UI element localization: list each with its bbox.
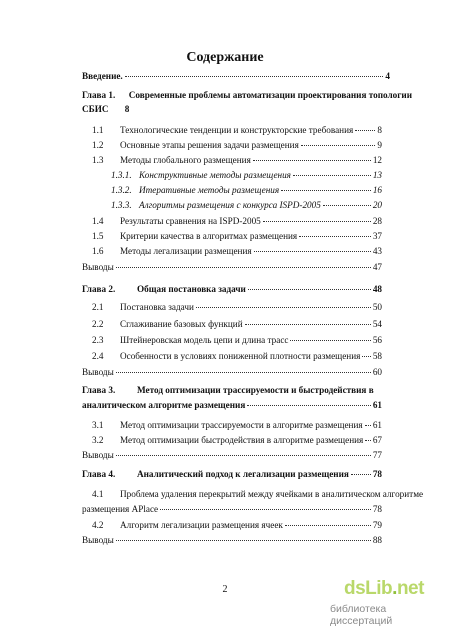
toc-entry-page: 56 — [372, 335, 382, 345]
watermark-logo-dot: . — [392, 578, 397, 599]
toc-entry-number: 2.1 — [92, 302, 104, 312]
toc-entry-page: 8 — [124, 104, 130, 114]
toc-entry-1-3-3[interactable] — [111, 199, 382, 211]
toc-entry-text: Результаты сравнения на ISPD-2005 — [120, 216, 261, 226]
toc-entry-page: 16 — [372, 185, 382, 195]
toc-entry-text: Проблема удаления перекрытий между ячейками в аналитическом алгоритме — [120, 489, 424, 499]
watermark — [330, 578, 450, 627]
toc-entry-text: Методы легализации размещения — [120, 246, 252, 256]
toc-entry-1-3-2[interactable] — [111, 184, 382, 196]
toc-entry-1-6[interactable] — [92, 245, 382, 257]
toc-entry-text: Конструктивные методы размещения — [139, 170, 291, 180]
toc-entry-chapter-4[interactable] — [82, 468, 382, 480]
toc-entry-text: Выводы — [82, 262, 114, 272]
toc-entry-chapter-2[interactable] — [82, 283, 382, 295]
toc-entry-number: 3.2 — [92, 435, 104, 445]
toc-entry-4-1-cont — [82, 503, 382, 515]
watermark-logo-main: dsLib — [344, 578, 393, 599]
leader-dots — [365, 417, 371, 426]
toc-entry-ch4-conclusions[interactable] — [82, 534, 382, 546]
toc-entry-page: 4 — [385, 71, 390, 81]
toc-title: Содержание — [186, 50, 264, 65]
toc-entry-number: Глава 1. — [82, 90, 116, 100]
toc-entry-number: 1.1 — [92, 125, 104, 135]
toc-entry-text: Методы глобального размещения — [120, 155, 251, 165]
toc-entry-text: Выводы — [82, 535, 114, 545]
toc-entry-number: 1.3.1. — [111, 170, 132, 180]
toc-entry-page: 43 — [372, 246, 382, 256]
toc-entry-3-1[interactable] — [92, 419, 382, 431]
toc-entry-page: 61 — [372, 420, 382, 430]
toc-entry-chapter-3-cont — [82, 399, 382, 411]
toc-entry-ch1-conclusions[interactable] — [82, 261, 382, 273]
toc-entry-text: Метод оптимизации быстродействия в алгоритме размещения — [120, 435, 364, 445]
toc-entry-number: 1.6 — [92, 246, 104, 256]
toc-entry-page: 78 — [372, 469, 382, 479]
toc-entry-page: 54 — [372, 319, 382, 329]
leader-dots — [116, 447, 371, 456]
leader-dots — [160, 501, 371, 510]
leader-dots — [196, 299, 371, 308]
toc-entry-number: 1.3.2. — [111, 185, 132, 195]
toc-entry-1-5[interactable] — [92, 230, 382, 242]
toc-entry-text: Метод оптимизации трассируемости в алгоритме размещения — [120, 420, 363, 430]
toc-entry-1-2[interactable] — [92, 139, 382, 151]
toc-entry-4-1[interactable] — [92, 489, 432, 500]
toc-entry-number: 2.2 — [92, 319, 104, 329]
toc-entry-number: 2.3 — [92, 335, 104, 345]
leader-dots — [285, 517, 371, 526]
toc-entry-number: 1.4 — [92, 216, 104, 226]
toc-entry-page: 8 — [377, 125, 382, 135]
leader-dots — [293, 167, 371, 176]
toc-entry-text: Выводы — [82, 367, 114, 377]
toc-entry-text: Метод оптимизации трассируемости и быстродействия в — [137, 385, 374, 395]
toc-entry-text: Алгоритмы размещения с конкурса ISPD-2005 — [139, 200, 321, 210]
toc-entry-text: СБИС — [82, 104, 109, 114]
toc-entry-page: 47 — [372, 262, 382, 272]
toc-entry-chapter-1-cont — [82, 104, 129, 115]
toc-entry-page: 13 — [372, 170, 382, 180]
toc-entry-page: 37 — [372, 231, 382, 241]
leader-dots — [365, 432, 371, 441]
leader-dots — [116, 364, 371, 373]
toc-entry-number: 4.1 — [92, 489, 104, 499]
toc-entry-text: Основные этапы решения задачи размещения — [120, 140, 299, 150]
toc-entry-page: 20 — [372, 200, 382, 210]
toc-entry-1-1[interactable] — [92, 124, 382, 136]
toc-entry-text: Выводы — [82, 450, 114, 460]
leader-dots — [301, 137, 376, 146]
toc-entry-2-3[interactable] — [92, 334, 382, 346]
toc-entry-page: 48 — [372, 284, 382, 294]
toc-entry-page: 50 — [372, 302, 382, 312]
toc-entry-1-3[interactable] — [92, 154, 382, 166]
toc-entry-intro[interactable] — [82, 70, 390, 82]
leader-dots — [247, 397, 370, 406]
toc-entry-ch3-conclusions[interactable] — [82, 449, 382, 461]
page-number: 2 — [222, 584, 228, 595]
toc-entry-page: 79 — [372, 520, 382, 530]
leader-dots — [253, 152, 371, 161]
leader-dots — [125, 68, 384, 77]
toc-entry-text: Штейнеровская модель цепи и длина трасс — [120, 335, 289, 345]
toc-entry-text: Технологические тенденции и конструкторские требования — [120, 125, 354, 135]
toc-entry-number: 1.2 — [92, 140, 104, 150]
toc-entry-2-1[interactable] — [92, 301, 382, 313]
toc-entry-page: 9 — [377, 140, 382, 150]
toc-entry-text: аналитическом алгоритме размещения — [82, 400, 246, 410]
leader-dots — [248, 281, 371, 290]
toc-entry-1-4[interactable] — [92, 215, 382, 227]
toc-entry-3-2[interactable] — [92, 434, 382, 446]
toc-entry-text: Постановка задачи — [120, 302, 194, 312]
toc-entry-number: 1.5 — [92, 231, 104, 241]
watermark-logo — [344, 578, 424, 600]
toc-entry-text: Особенности в условиях пониженной плотности размещения — [120, 351, 361, 361]
toc-entry-page: 88 — [372, 535, 382, 545]
toc-entry-number: 3.1 — [92, 420, 104, 430]
leader-dots — [355, 122, 375, 131]
toc-entry-text: Критерии качества в алгоритмах размещения — [120, 231, 298, 241]
leader-dots — [351, 466, 371, 475]
leader-dots — [290, 332, 370, 341]
toc-entry-4-2[interactable] — [92, 519, 382, 531]
toc-entry-text: Введение. — [82, 71, 123, 81]
toc-entry-chapter-3[interactable] — [82, 385, 402, 396]
toc-entry-number: Глава 2. — [82, 284, 116, 294]
toc-entry-number: 4.2 — [92, 520, 104, 530]
toc-entry-page: 12 — [372, 155, 382, 165]
toc-entry-text: Сглаживание базовых функций — [120, 319, 243, 329]
leader-dots — [281, 182, 371, 191]
toc-entry-page: 77 — [372, 450, 382, 460]
toc-entry-text: Общая постановка задачи — [137, 284, 246, 294]
toc-entry-1-3-1[interactable] — [111, 169, 382, 181]
toc-entry-number: 1.3.3. — [111, 200, 132, 210]
toc-entry-number: 1.3 — [92, 155, 104, 165]
leader-dots — [299, 228, 371, 237]
toc-entry-page: 60 — [372, 367, 382, 377]
toc-entry-number: 2.4 — [92, 351, 104, 361]
leader-dots — [323, 197, 371, 206]
leader-dots — [116, 259, 371, 268]
watermark-subtitle: библиотека диссертаций — [330, 603, 393, 627]
toc-entry-text: Итеративные методы размещения — [139, 185, 280, 195]
toc-entry-page: 78 — [372, 504, 382, 514]
toc-entry-2-2[interactable] — [92, 318, 382, 330]
toc-entry-page: 67 — [372, 435, 382, 445]
toc-entry-chapter-1[interactable] — [82, 90, 412, 101]
leader-dots — [362, 348, 370, 357]
toc-entry-text: Аналитический подход к легализации размещения — [137, 469, 349, 479]
toc-entry-text: размещения APlace — [82, 504, 159, 514]
watermark-logo-tld: net — [396, 578, 424, 599]
toc-entry-page: 58 — [372, 351, 382, 361]
leader-dots — [116, 532, 371, 541]
toc-entry-page: 61 — [372, 400, 382, 410]
leader-dots — [263, 213, 371, 222]
toc-entry-page: 28 — [372, 216, 382, 226]
toc-entry-number: Глава 4. — [82, 469, 116, 479]
toc-entry-ch2-conclusions[interactable] — [82, 366, 382, 378]
toc-entry-text: Современные проблемы автоматизации проектирования топологии — [128, 90, 412, 100]
toc-entry-2-4[interactable] — [92, 350, 382, 362]
leader-dots — [245, 316, 371, 325]
toc-entry-number: Глава 3. — [82, 385, 116, 395]
leader-dots — [254, 243, 371, 252]
toc-entry-text: Алгоритм легализации размещения ячеек — [120, 520, 283, 530]
